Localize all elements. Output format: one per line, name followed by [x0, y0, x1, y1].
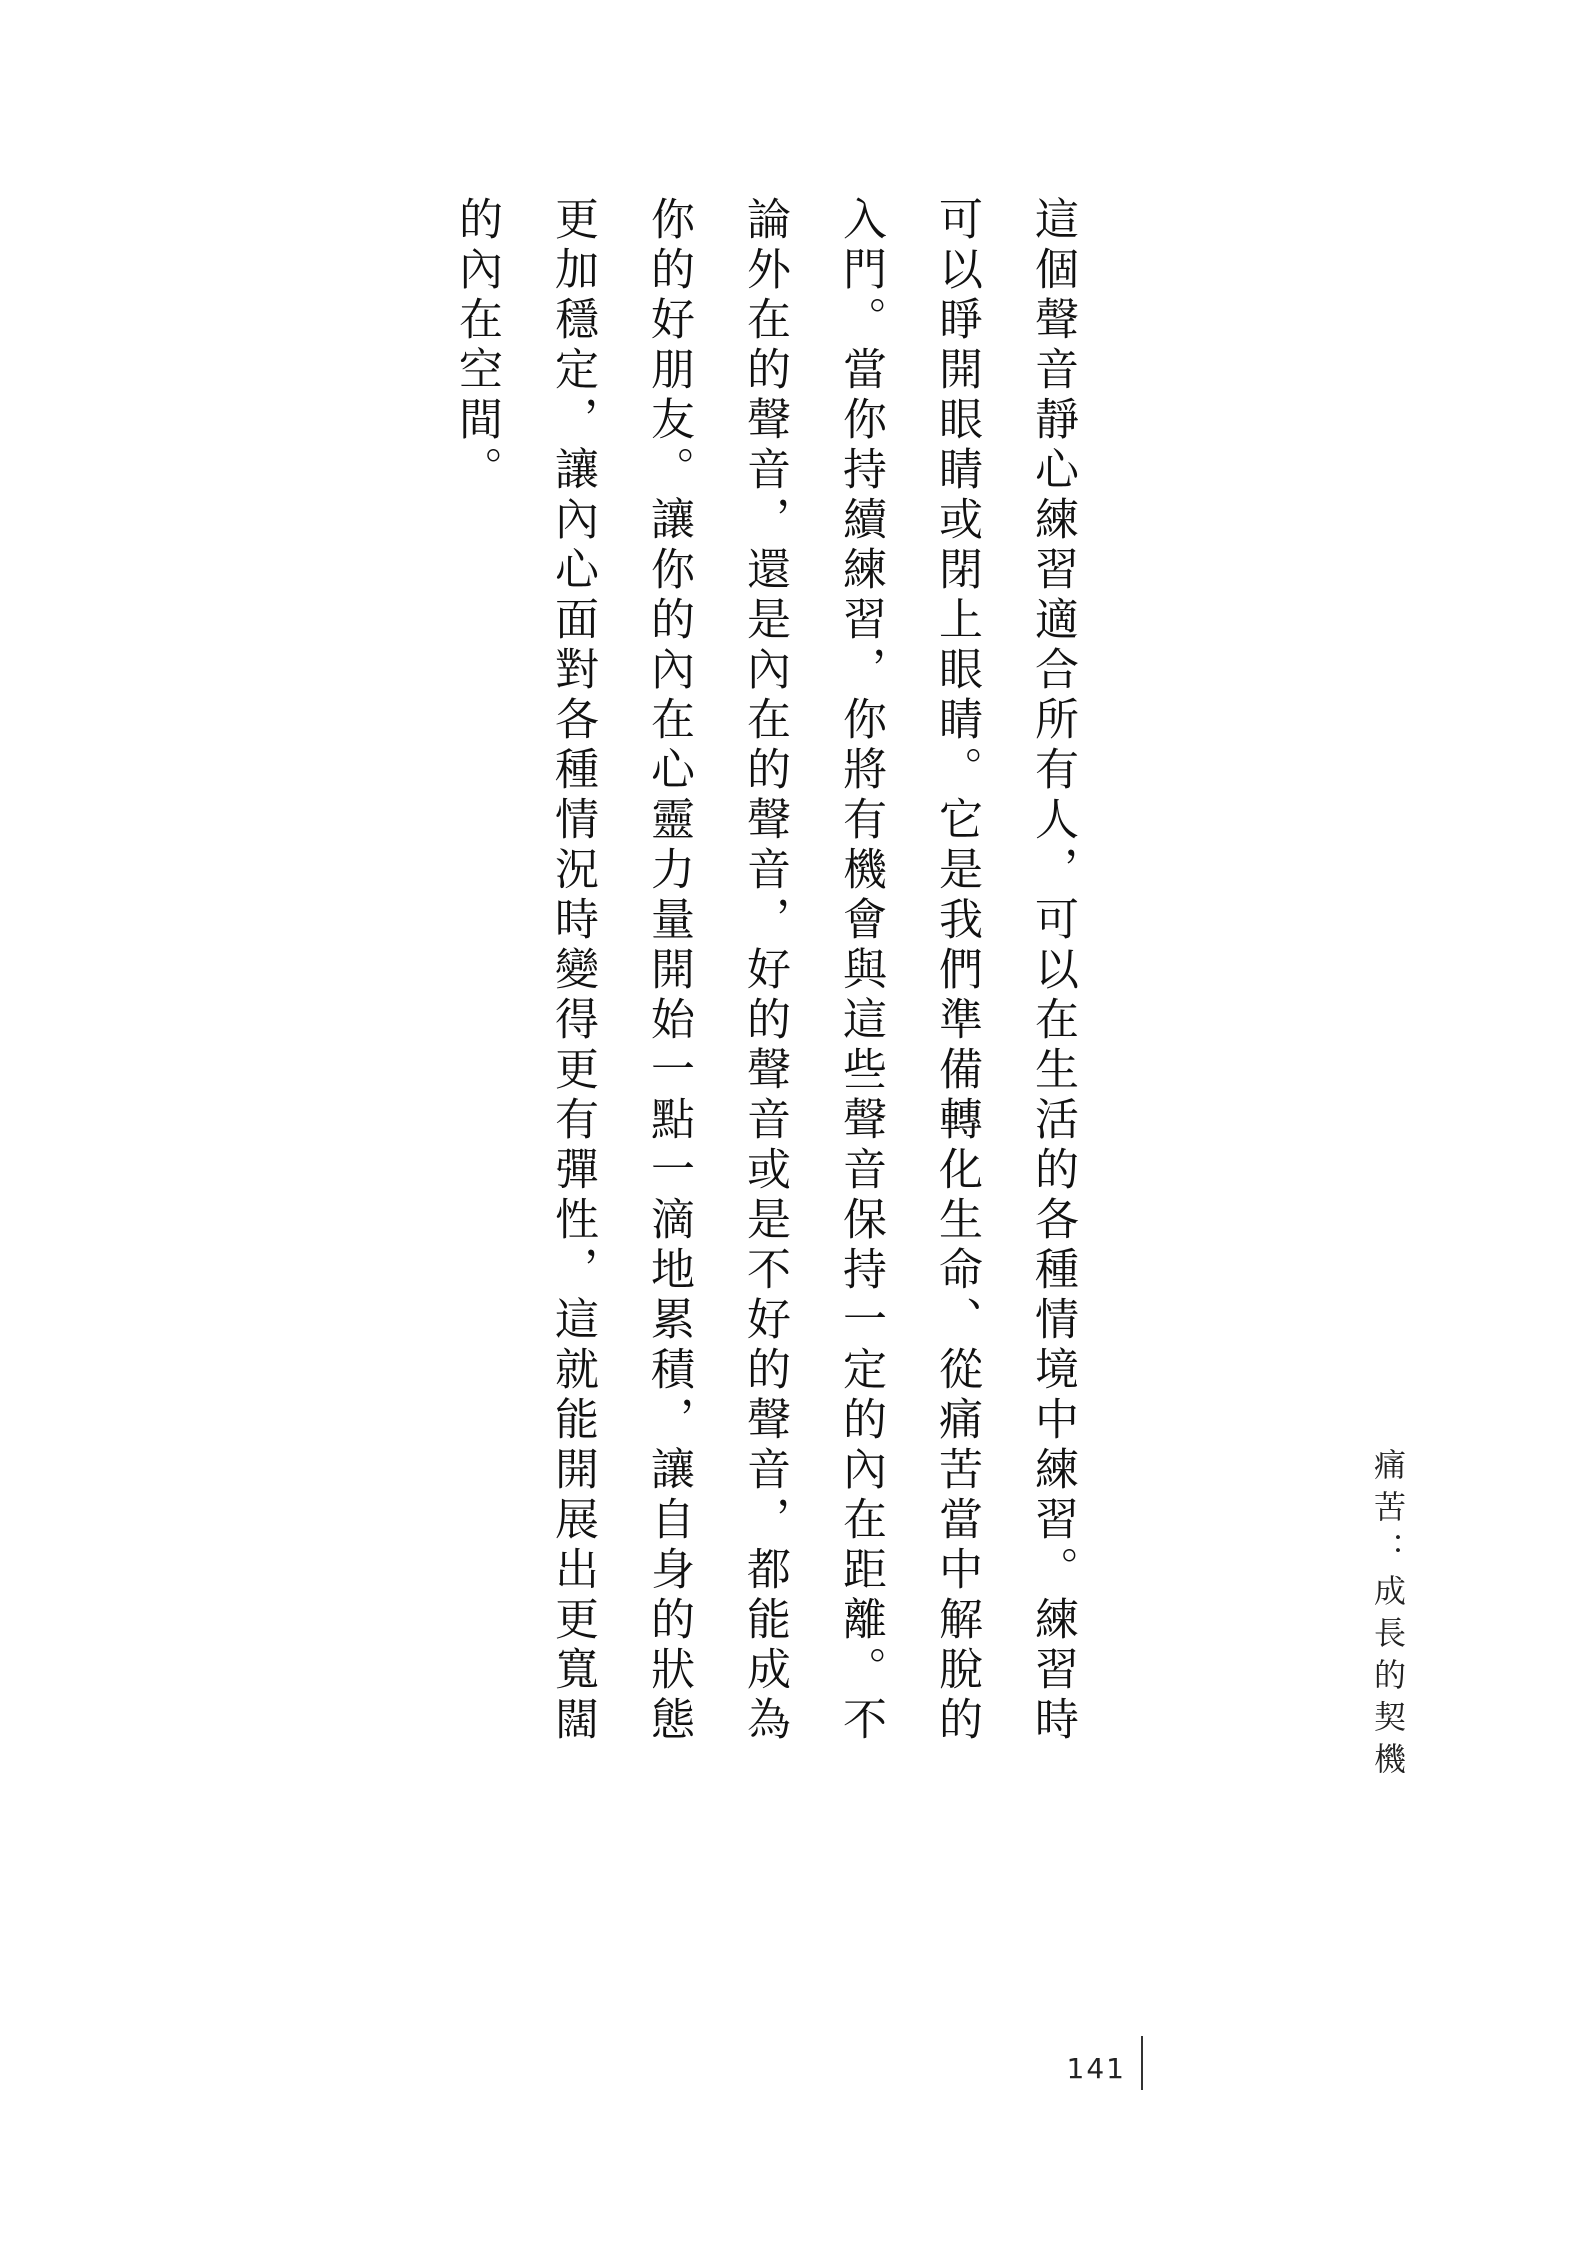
page-number: 141 — [1066, 2052, 1126, 2085]
page-number-rule — [1141, 2036, 1143, 2090]
body-text-block — [428, 196, 1100, 1756]
running-head: 痛苦：成長的契機 — [1369, 1448, 1407, 1784]
body-paragraph: 這個聲音靜心練習適合所有人，可以在生活的各種情境中練習。練習時可以睜開眼睛或閉上眼睛。它是我們準備轉化生命、從痛苦當中解脫的入門。當你持續練習，你將有機會與這些聲音保持一定的內在距離。不論外在的聲音，還是內在的聲音，好的聲音或是不好的聲音，都能成為你的好朋友。讓你的內在心靈力量開始一點一滴地累積，讓自身的狀態更加穩定，讓內心面對各種情況時變得更有彈性，這就能開展出更寬闊的內在空間。 — [451, 196, 1078, 1746]
